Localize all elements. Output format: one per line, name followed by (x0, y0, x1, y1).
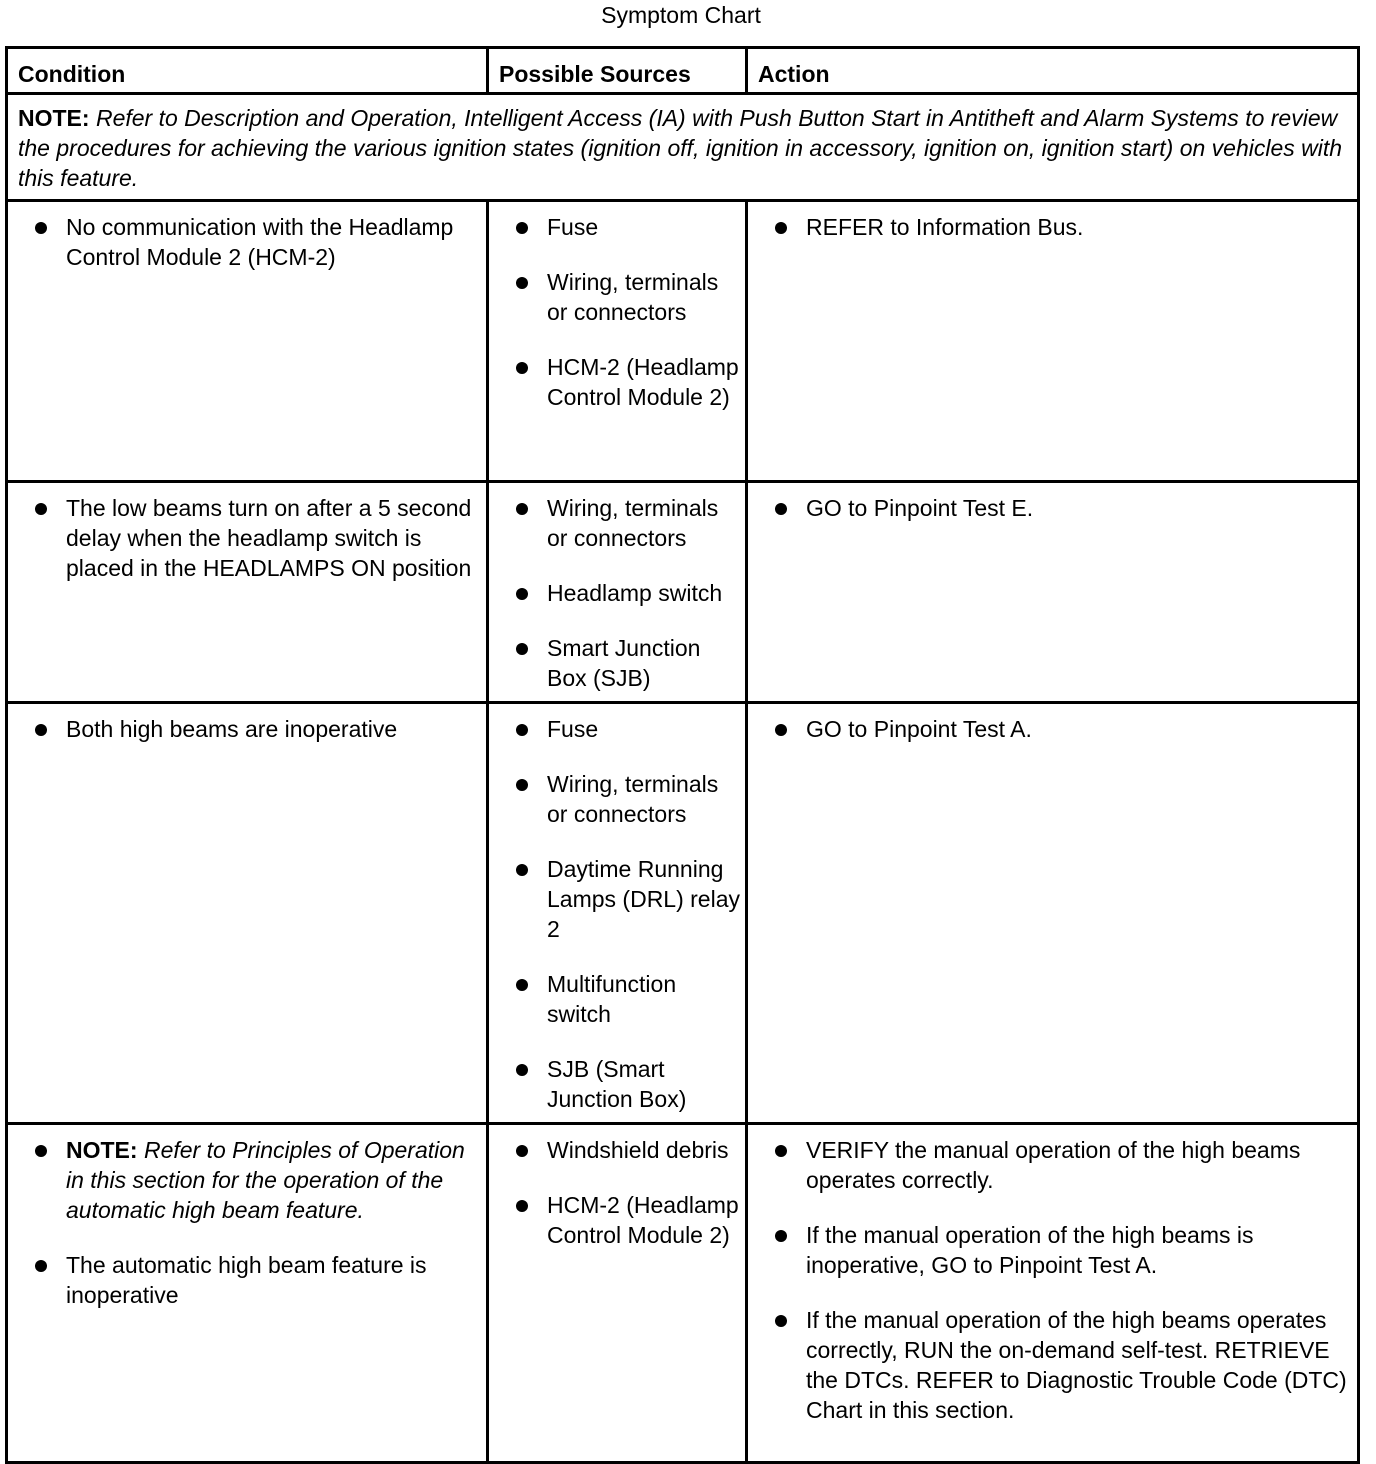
source-text: Fuse (547, 716, 599, 742)
list-item (489, 1135, 745, 1165)
bullet-icon (775, 503, 787, 515)
bullet-icon (775, 1315, 787, 1327)
bullet-icon (516, 588, 528, 600)
source-text: Fuse (547, 214, 599, 240)
bullet-icon (516, 1064, 528, 1076)
symptom-table (5, 46, 1360, 1464)
bullet-icon (775, 222, 787, 234)
list-item (489, 267, 745, 327)
bullet-icon (516, 779, 528, 791)
list-item (489, 212, 745, 242)
source-text: Windshield debris (547, 1137, 729, 1163)
list-item (748, 493, 1357, 523)
sources-cell (488, 703, 747, 1124)
bullet-icon (35, 724, 47, 736)
action-cell (747, 482, 1359, 703)
action-text: If the manual operation of the high beams operates correctly, RUN the on-demand self-test. RETRIEVE the DTCs. REFER to Diagnostic Trouble Code (DTC) Chart in this section. (806, 1307, 1347, 1423)
table-row (7, 1124, 1359, 1463)
bullet-icon (516, 979, 528, 991)
bullet-icon (775, 724, 787, 736)
list-item (489, 493, 745, 553)
bullet-icon (775, 1230, 787, 1242)
source-text: SJB (Smart Junction Box) (547, 1056, 687, 1112)
action-text: REFER to Information Bus. (806, 214, 1084, 240)
list-item (8, 212, 486, 272)
sources-cell (488, 482, 747, 703)
bullet-icon (516, 864, 528, 876)
header-possible-sources: Possible Sources (488, 48, 747, 94)
bullet-icon (35, 222, 47, 234)
list-item (489, 854, 745, 944)
list-item (489, 352, 745, 412)
source-text: Wiring, terminals or connectors (547, 495, 719, 551)
action-text: GO to Pinpoint Test E. (806, 495, 1034, 521)
action-text: If the manual operation of the high beams is inoperative, GO to Pinpoint Test A. (806, 1222, 1254, 1278)
sources-cell (488, 1124, 747, 1463)
source-text: Daytime Running Lamps (DRL) relay 2 (547, 856, 740, 942)
condition-text: The low beams turn on after a 5 second delay when the headlamp switch is placed in the HEADLAMPS ON position (66, 495, 472, 581)
bullet-icon (35, 503, 47, 515)
source-text: Multifunction switch (547, 971, 677, 1027)
list-item (748, 1220, 1357, 1280)
source-text: Wiring, terminals or connectors (547, 269, 719, 325)
action-text: VERIFY the manual operation of the high beams operates correctly. (806, 1137, 1301, 1193)
list-item (8, 1250, 486, 1310)
list-item (748, 1305, 1357, 1425)
bullet-icon (516, 1145, 528, 1157)
condition-note-text: Refer to Principles of Operation in this section for the operation of the automatic high beam feature. (66, 1137, 465, 1223)
list-item (489, 769, 745, 829)
list-item (8, 493, 486, 583)
bullet-icon (516, 362, 528, 374)
condition-cell (7, 482, 488, 703)
source-text: HCM-2 (Headlamp Control Module 2) (547, 1192, 739, 1248)
table-row (7, 201, 1359, 482)
bullet-icon (516, 222, 528, 234)
bullet-icon (516, 503, 528, 515)
list-item (748, 1135, 1357, 1195)
list-item (8, 1135, 486, 1225)
list-item (489, 714, 745, 744)
bullet-icon (35, 1145, 47, 1157)
header-action: Action (747, 48, 1359, 94)
bullet-icon (516, 277, 528, 289)
note-cell (7, 94, 1359, 201)
bullet-icon (775, 1145, 787, 1157)
table-row (7, 482, 1359, 703)
bullet-icon (516, 724, 528, 736)
header-row (7, 48, 1359, 94)
action-cell (747, 201, 1359, 482)
list-item (748, 714, 1357, 744)
list-item (8, 714, 486, 744)
action-cell (747, 703, 1359, 1124)
condition-note-label: NOTE: (66, 1137, 138, 1163)
list-item (489, 969, 745, 1029)
condition-cell (7, 1124, 488, 1463)
source-text: Headlamp switch (547, 580, 723, 606)
condition-cell (7, 703, 488, 1124)
bullet-icon (35, 1260, 47, 1272)
note-text: Refer to Description and Operation, Intelligent Access (IA) with Push Button Start in Antitheft and Alarm Systems to review the procedures for achieving the various ignition states (ignition off, ignition in accessory, ignition on, ignition start) on vehicles with this feature. (18, 105, 1343, 191)
source-text: Wiring, terminals or connectors (547, 771, 719, 827)
action-cell (747, 1124, 1359, 1463)
condition-cell (7, 201, 488, 482)
list-item (489, 1054, 745, 1114)
list-item (489, 578, 745, 608)
source-text: Smart Junction Box (SJB) (547, 635, 701, 691)
table-row (7, 703, 1359, 1124)
note-row (7, 94, 1359, 201)
list-item (489, 633, 745, 693)
page-title: Symptom Chart (601, 2, 761, 28)
note-label: NOTE: (18, 105, 90, 131)
condition-text: No communication with the Headlamp Control Module 2 (HCM-2) (66, 214, 454, 270)
list-item (489, 1190, 745, 1250)
bullet-icon (516, 643, 528, 655)
bullet-icon (516, 1200, 528, 1212)
action-text: GO to Pinpoint Test A. (806, 716, 1032, 742)
condition-text: Both high beams are inoperative (66, 716, 398, 742)
header-condition: Condition (7, 48, 488, 94)
list-item (748, 212, 1357, 242)
condition-text: The automatic high beam feature is inoperative (66, 1252, 427, 1308)
sources-cell (488, 201, 747, 482)
source-text: HCM-2 (Headlamp Control Module 2) (547, 354, 739, 410)
